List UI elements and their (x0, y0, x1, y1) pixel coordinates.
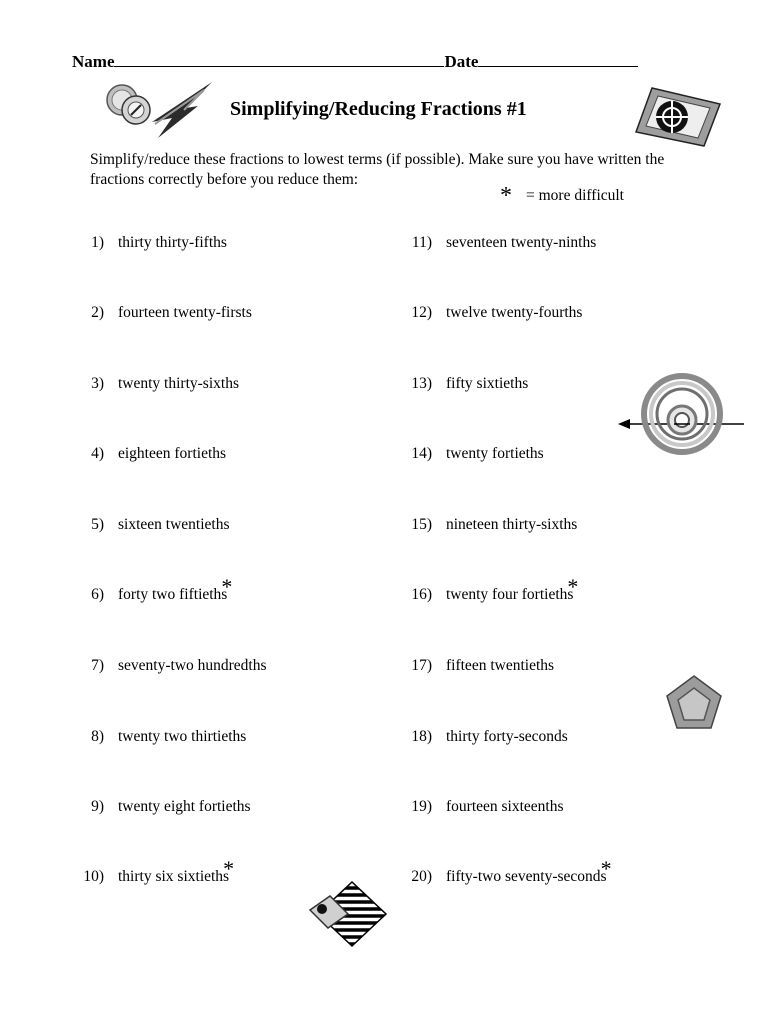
problem-fraction-words: seventy-two hundredths (118, 657, 267, 674)
problem-text (118, 516, 230, 533)
striped-diamond-clipart (308, 880, 388, 948)
problem-text (118, 304, 252, 321)
problem-number: 18) (411, 728, 432, 745)
problem-text (118, 856, 235, 885)
problem-item (72, 375, 239, 393)
problem-item (396, 856, 612, 886)
difficulty-legend (500, 180, 624, 207)
problem-fraction-words: twenty four fortieths (446, 586, 574, 603)
name-label: Name (72, 52, 115, 71)
problem-number: 14) (411, 445, 432, 462)
problem-fraction-words: fifteen twentieths (446, 657, 555, 674)
problem-fraction-words: fourteen twenty-firsts (118, 304, 252, 321)
problem-text (118, 728, 246, 745)
problem-fraction-words: fifty-two seventy-seconds (446, 868, 607, 885)
name-line (114, 52, 444, 67)
problem-number: 16) (411, 586, 432, 603)
problem-text (446, 375, 528, 392)
problem-item (396, 657, 554, 675)
problem-number: 5) (91, 516, 104, 533)
problem-text (118, 445, 226, 462)
problem-number: 8) (91, 728, 104, 745)
problem-text (446, 856, 612, 885)
legend-asterisk: * (500, 183, 512, 209)
problem-fraction-words: fourteen sixteenths (446, 798, 564, 815)
problem-fraction-words: thirty forty-seconds (446, 728, 568, 745)
problem-fraction-words: forty two fiftieths (118, 586, 228, 603)
problem-text (118, 657, 267, 674)
problem-item (396, 728, 568, 746)
problem-text (118, 375, 239, 392)
problem-fraction-words: twelve twenty-fourths (446, 304, 583, 321)
problem-number: 12) (411, 304, 432, 321)
problem-number: 19) (411, 798, 432, 815)
problem-fraction-words: twenty eight fortieths (118, 798, 251, 815)
problem-item (72, 657, 267, 675)
problem-fraction-words: twenty fortieths (446, 445, 544, 462)
instructions: Simplify/reduce these fractions to lowest terms (if possible). Make sure you have written the fractions correctly before you reduce them: (90, 151, 665, 188)
problem-item (72, 234, 227, 252)
problem-number: 6) (91, 586, 104, 603)
problem-number: 20) (411, 868, 432, 885)
pentagon-clipart (664, 674, 724, 732)
problem-text (446, 445, 544, 462)
problem-text (118, 234, 227, 251)
problem-item (72, 516, 230, 534)
problem-text (446, 304, 582, 321)
problem-fraction-words: seventeen twenty-ninths (446, 234, 597, 251)
difficulty-asterisk: * (567, 574, 579, 599)
name-field[interactable] (72, 52, 638, 72)
problem-fraction-words: thirty thirty-fifths (118, 234, 227, 251)
legend-text: = more difficult (526, 187, 624, 204)
problem-item (396, 798, 564, 816)
problem-fraction-words: twenty two thirtieths (118, 728, 247, 745)
problem-text (446, 234, 596, 251)
problem-item (396, 445, 544, 463)
problem-number: 15) (411, 516, 432, 533)
problem-fraction-words: fifty sixtieths (446, 375, 529, 392)
lightning-disc-clipart (100, 80, 215, 150)
problem-number: 10) (83, 868, 104, 885)
problem-fraction-words: nineteen thirty-sixths (446, 516, 578, 533)
problem-text (446, 657, 554, 674)
problem-number: 13) (411, 375, 432, 392)
problem-text (446, 516, 577, 533)
problem-number: 7) (91, 657, 104, 674)
problem-fraction-words: thirty six sixtieths (118, 868, 230, 885)
problem-item (396, 574, 579, 604)
problem-number: 11) (411, 234, 432, 251)
problem-fraction-words: sixteen twentieths (118, 516, 230, 533)
difficulty-asterisk: * (600, 856, 612, 881)
problem-item (72, 798, 251, 816)
difficulty-asterisk: * (223, 856, 235, 881)
problem-text (446, 798, 564, 815)
difficulty-asterisk: * (221, 574, 233, 599)
problem-item (72, 728, 246, 746)
date-label: Date (444, 52, 479, 71)
problem-text (446, 574, 579, 603)
problem-text (118, 798, 251, 815)
problem-text (446, 728, 568, 745)
bevel-square-clipart (632, 86, 722, 148)
problem-number: 17) (411, 657, 432, 674)
problem-fraction-words: eighteen fortieths (118, 445, 227, 462)
problem-item (396, 234, 596, 252)
problem-number: 4) (91, 445, 104, 462)
problem-item (396, 375, 528, 393)
problem-fraction-words: twenty thirty-sixths (118, 375, 239, 392)
problem-number: 2) (91, 304, 104, 321)
problem-number: 3) (91, 375, 104, 392)
problem-item (396, 516, 577, 534)
problem-item (72, 304, 252, 322)
problem-item (72, 574, 233, 604)
problem-number: 9) (91, 798, 104, 815)
date-line (478, 52, 638, 67)
page-title: Simplifying/Reducing Fractions #1 (230, 98, 527, 120)
concentric-rings-arrow-clipart (614, 372, 746, 476)
problem-item (72, 445, 226, 463)
problem-item (72, 856, 235, 886)
problem-number: 1) (91, 234, 104, 251)
problem-item (396, 304, 582, 322)
problem-text (118, 574, 233, 603)
